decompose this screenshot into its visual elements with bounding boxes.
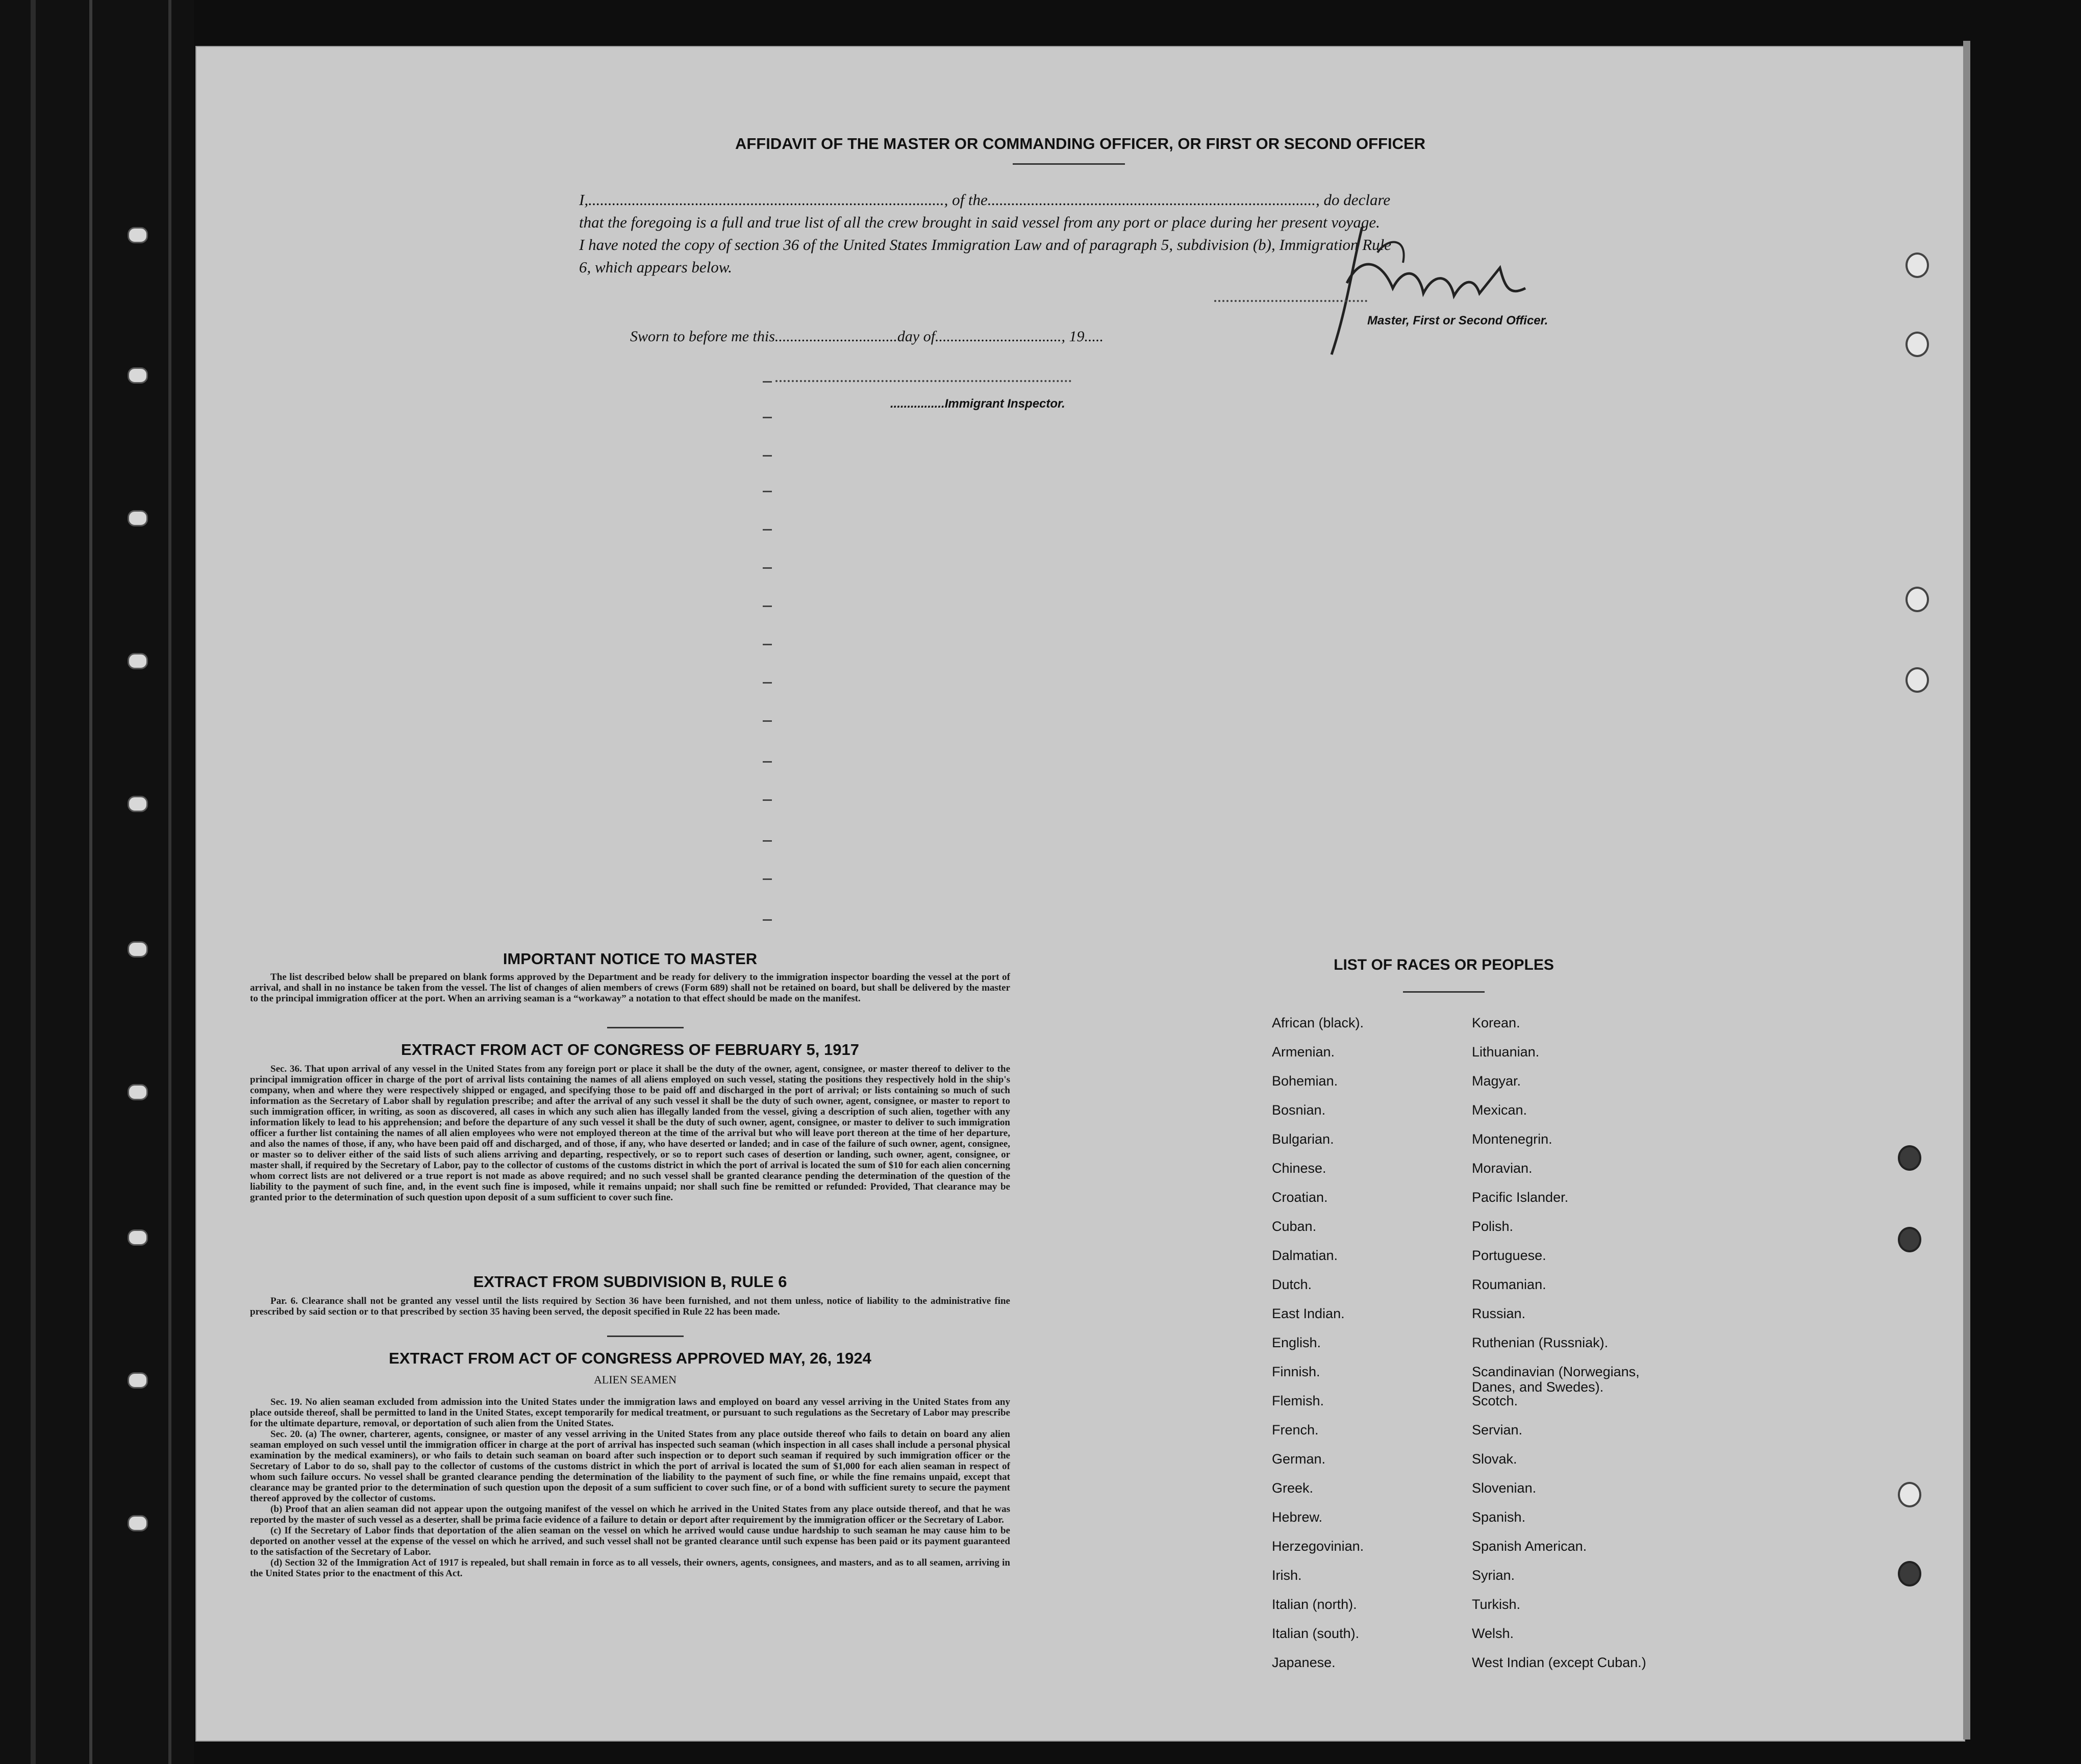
race-item: Magyar. <box>1472 1073 1521 1089</box>
bleed-through <box>398 87 1928 173</box>
sec-20a-paragraph: Sec. 20. (a) The owner, charterer, agents, consignee, or master of any vessel arriving in the United States from any place outside thereof who fails to detain on board any alien seaman employed on such vessel until the immigration officer in charge at the port of arrival has inspected such seaman (which inspection in all cases shall include a personal physical examination by the medical examiners), or who fails to detain such seaman on board after such inspection or to deport such seaman if required by such immigration officer or the Secretary of Labor to do so, shall pay to the collector of customs of the customs district in which the port of arrival is located the sum of $1,000 for each alien seaman in respect of whom such failure occurs. No vessel shall be granted clearance pending the determination of the liability to the payment of such fine, or while the fine remains unpaid, except that clearance may be granted prior to the determination of such question upon the deposit of a sum sufficient to cover such fine, or of a bond with sufficient surety to secure the payment thereof approved by the collector of customs. <box>250 1429 1010 1504</box>
race-item: Spanish. <box>1472 1509 1526 1525</box>
race-item: Portuguese. <box>1472 1248 1546 1263</box>
race-item: Welsh. <box>1472 1626 1514 1641</box>
race-item: Italian (north). <box>1272 1597 1357 1612</box>
film-edge <box>168 0 171 1764</box>
film-hole <box>128 1229 148 1246</box>
sec-20d-paragraph: (d) Section 32 of the Immigration Act of 1917 is repealed, but shall remain in force as to all vessels, their owners, agents, consignees, and masters, and as to all seamen, arriving in the United States prior to the enactment of this Act. <box>250 1557 1010 1579</box>
sec-19-paragraph: Sec. 19. No alien seaman excluded from admission into the United States under the immigration laws and employed on board any vessel arriving in the United States from any place outside thereof, shall be permitted to land in the United States, except temporarily for medical treatment, or pursuant to such regulations as the Secretary of Labor may prescribe for the ultimate departure, removal, or deportation of such alien from the United States. <box>250 1397 1010 1429</box>
race-item: Pacific Islander. <box>1472 1190 1569 1205</box>
race-item: Lithuanian. <box>1472 1044 1540 1060</box>
margin-tick <box>763 644 772 645</box>
margin-tick <box>763 529 772 531</box>
section-rule <box>607 1335 684 1337</box>
punch-hole <box>1906 587 1929 612</box>
race-item: Moravian. <box>1472 1161 1533 1176</box>
film-strip <box>0 0 194 1764</box>
punch-hole <box>1898 1227 1921 1252</box>
act-1917-body <box>250 1064 1010 1203</box>
film-edge <box>89 0 92 1764</box>
margin-tick <box>763 799 772 801</box>
notice-body <box>250 972 1010 1004</box>
race-item: Japanese. <box>1272 1655 1336 1670</box>
margin-tick <box>763 606 772 607</box>
race-item: Hebrew. <box>1272 1509 1323 1525</box>
race-item: English. <box>1272 1335 1321 1350</box>
race-item: Dutch. <box>1272 1277 1312 1292</box>
section-rule <box>607 1027 684 1028</box>
affidavit-line: I have noted the copy of section 36 of the United States Immigration Law and of paragraph 5, subdivision (b), Immigration Rule <box>579 236 1392 254</box>
signature-label: Master, First or Second Officer. <box>1367 314 1548 327</box>
film-hole <box>128 653 148 669</box>
punch-hole <box>1898 1561 1921 1586</box>
race-item: Italian (south). <box>1272 1626 1360 1641</box>
race-item: Russian. <box>1472 1306 1526 1321</box>
race-item: Korean. <box>1472 1015 1520 1030</box>
affidavit-title: AFFIDAVIT OF THE MASTER OR COMMANDING OFFICER, OR FIRST OR SECOND OFFICER <box>735 135 1426 153</box>
race-item: Armenian. <box>1272 1044 1335 1060</box>
act-1924-title: EXTRACT FROM ACT OF CONGRESS APPROVED MAY, 26, 1924 <box>389 1349 871 1367</box>
film-edge <box>31 0 36 1764</box>
margin-tick <box>763 381 772 383</box>
margin-tick <box>763 919 772 921</box>
affidavit-line: I,.........................................................................................., of the..................................................................................., do declare <box>579 191 1391 209</box>
inspector-label: ................Immigrant Inspector. <box>890 397 1065 411</box>
race-item: Spanish American. <box>1472 1539 1587 1554</box>
margin-tick <box>763 567 772 569</box>
race-item: Slovenian. <box>1472 1480 1537 1496</box>
race-item: Polish. <box>1472 1219 1514 1234</box>
affidavit-line: 6, which appears below. <box>579 258 732 276</box>
act-1924-body <box>250 1397 1010 1579</box>
margin-tick <box>763 682 772 684</box>
margin-tick <box>763 761 772 763</box>
race-item: Ruthenian (Russniak). <box>1472 1335 1609 1350</box>
sec-20b-paragraph: (b) Proof that an alien seaman did not appear upon the outgoing manifest of the vessel on which he arrived in the United States from any place outside thereof, and that he was reported by the master of such vessel as a deserter, shall be prima facie evidence of a failure to detain or deport after requirement by the immigration officer or the Secretary of Labor. <box>250 1504 1010 1525</box>
margin-tick <box>763 840 772 842</box>
sworn-line: Sworn to before me this................................day of................................., 19..... <box>630 328 1104 345</box>
race-item: Servian. <box>1472 1422 1523 1438</box>
races-rule <box>1403 991 1485 993</box>
race-item: Bulgarian. <box>1272 1131 1334 1147</box>
punch-hole <box>1898 1145 1921 1171</box>
race-item: Herzegovinian. <box>1272 1539 1364 1554</box>
race-item: Greek. <box>1272 1480 1314 1496</box>
margin-tick <box>763 720 772 722</box>
notice-paragraph: The list described below shall be prepared on blank forms approved by the Department and be ready for delivery to the immigration inspector boarding the vessel at the port of arrival, and shall in no instance be taken from the vessel. The list of changes of alien members of crews (Form 689) shall not be retained on board, but shall be delivered by the master to the principal immigration officer at the port. When an arriving seaman is a “workaway” a notation to that effect should be made on the manifest. <box>250 972 1010 1004</box>
rule-6-paragraph: Par. 6. Clearance shall not be granted any vessel until the lists required by Section 36 have been furnished, and not them unless, notice of liability to the administrative fine prescribed by said section or to that prescribed by section 35 having been served, the deposit specified in Rule 22 has been made. <box>250 1296 1010 1317</box>
film-hole <box>128 227 148 243</box>
race-item: German. <box>1272 1451 1326 1467</box>
race-item: Bosnian. <box>1272 1102 1326 1118</box>
margin-tick <box>763 491 772 492</box>
race-item: African (black). <box>1272 1015 1364 1030</box>
race-item: West Indian (except Cuban.) <box>1472 1655 1646 1670</box>
film-hole <box>128 510 148 526</box>
race-item: Dalmatian. <box>1272 1248 1338 1263</box>
race-item: Roumanian. <box>1472 1277 1546 1292</box>
race-item: Flemish. <box>1272 1393 1324 1408</box>
race-item: Slovak. <box>1472 1451 1517 1467</box>
margin-tick <box>763 417 772 418</box>
rule-6-title: EXTRACT FROM SUBDIVISION B, RULE 6 <box>473 1273 787 1291</box>
film-hole <box>128 796 148 812</box>
page-edge <box>1963 41 1970 1740</box>
race-item: Montenegrin. <box>1472 1131 1552 1147</box>
rule-6-body <box>250 1296 1010 1317</box>
race-item: Mexican. <box>1472 1102 1527 1118</box>
act-1917-title: EXTRACT FROM ACT OF CONGRESS OF FEBRUARY 5, 1917 <box>401 1041 859 1059</box>
inspector-line <box>775 380 1071 382</box>
signature-image <box>1316 207 1551 360</box>
punch-hole <box>1906 253 1929 278</box>
margin-tick <box>763 455 772 457</box>
race-item: Scotch. <box>1472 1393 1518 1408</box>
notice-title: IMPORTANT NOTICE TO MASTER <box>503 950 758 968</box>
act-1917-paragraph: Sec. 36. That upon arrival of any vessel in the United States from any foreign port or place it shall be the duty of the owner, agent, consignee, or master thereof to deliver to the principal immigration officer in charge of the port of arrival lists containing the names of all aliens employed on such vessel, stating the positions they respectively hold in the ship's company, when and where they were respectively shipped or engaged, and specifying those to be paid off and discharged in the port of arrival; or lists containing so much of such information as the Secretary of Labor shall by regulation prescribe; and after the arrival of any such vessel it shall be the duty of such owner, agent, consignee, or master to report to such immigration officer, in writing, as soon as discovered, all cases in which any such alien has illegally landed from the vessel, giving a description of such alien, together with any information likely to lead to his apprehension; and before the departure of any such vessel it shall be the duty of such owner, agent, consignee, or master to deliver to such immigration officer a further list containing the names of all alien employees who were not employed thereon at the time of the arrival but who will leave port thereon at the time of her departure, and also the names of those, if any, who have been paid off and discharged, and of those, if any, who have deserted or landed; and in case of the failure of such owner, agent, consignee, or master so to deliver either of the said lists of such aliens arriving and departing, respectively, or so to report such cases of desertion or landing, such owner, agent, consignee, or master shall, if required by the Secretary of Labor, pay to the collector of customs of the customs district in which the port of arrival is located the sum of $10 for each alien concerning whom correct lists are not delivered or a true report is not made as above required; and no such vessel shall be granted clearance pending the determination of the question of the liability to the payment of such fine, and, in the event such fine is imposed, while it remains unpaid; nor shall such fine be remitted or refunded: Provided, That clearance may be granted prior to the determination of such question upon deposit of a sum sufficient to cover such fine. <box>250 1064 1010 1203</box>
margin-tick <box>763 878 772 880</box>
punch-hole <box>1906 332 1929 357</box>
affidavit-line: that the foregoing is a full and true list of all the crew brought in said vessel from any port or place during her present voyage. <box>579 213 1380 231</box>
signature-line <box>1214 300 1367 302</box>
race-item: East Indian. <box>1272 1306 1345 1321</box>
race-item: Turkish. <box>1472 1597 1521 1612</box>
race-item: Syrian. <box>1472 1568 1515 1583</box>
film-hole <box>128 1084 148 1100</box>
film-hole <box>128 367 148 384</box>
race-item: Finnish. <box>1272 1364 1320 1379</box>
race-item: French. <box>1272 1422 1319 1438</box>
race-item: Bohemian. <box>1272 1073 1338 1089</box>
race-item: Scandinavian (Norwegians, Danes, and Swedes). <box>1472 1364 1640 1395</box>
punch-hole <box>1898 1482 1921 1507</box>
race-item: Cuban. <box>1272 1219 1317 1234</box>
film-hole <box>128 1515 148 1531</box>
race-item: Chinese. <box>1272 1161 1326 1176</box>
races-title: LIST OF RACES OR PEOPLES <box>1334 956 1554 973</box>
race-item: Irish. <box>1272 1568 1302 1583</box>
film-hole <box>128 941 148 957</box>
sec-20c-paragraph: (c) If the Secretary of Labor finds that deportation of the alien seaman on the vessel on which he arrived would cause undue hardship to such seaman he may cause him to be deported on another vessel at the expense of the vessel on which he arrived, and such vessel shall not be granted clearance until such expense has been paid or its payment guaranteed to the satisfaction of the Secretary of Labor. <box>250 1525 1010 1557</box>
film-hole <box>128 1372 148 1389</box>
punch-hole <box>1906 667 1929 693</box>
alien-seamen-heading: ALIEN SEAMEN <box>594 1373 676 1386</box>
race-item: Croatian. <box>1272 1190 1328 1205</box>
